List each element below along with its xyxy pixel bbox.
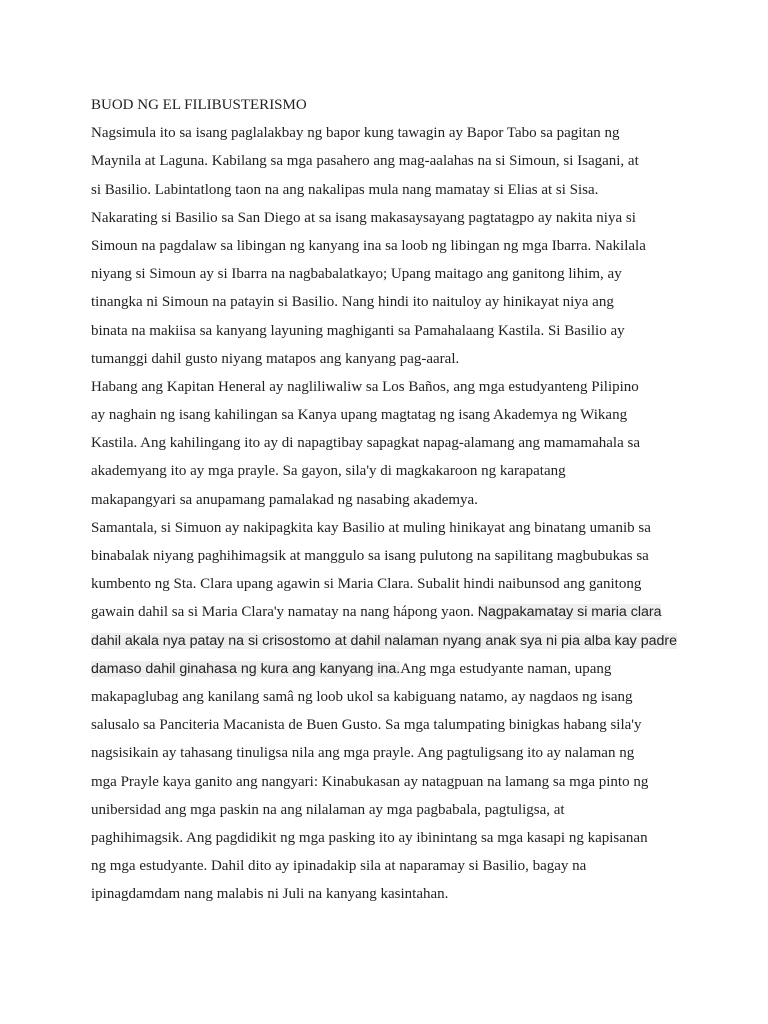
text-line: Samantala, si Simuon ay nakipagkita kay Basilio at muling hinikayat ang binatang umanib sa	[91, 519, 651, 536]
text-line: kumbento ng Sta. Clara upang agawin si Maria Clara. Subalit hindi naibunsod ang ganitong	[91, 576, 642, 593]
text-line: niyang si Simoun ay si Ibarra na nagbabalatkayo; Upang maitago ang ganitong lihim, ay	[91, 266, 622, 283]
text-line: ng mga estudyante. Dahil dito ay ipinadakip sila at naparamay si Basilio, bagay na	[91, 858, 587, 875]
text-line: Habang ang Kapitan Heneral ay nagliliwaliw sa Los Baños, ang mga estudyanteng Pilipino	[91, 378, 639, 395]
text-line: ay naghain ng isang kahilingan sa Kanya upang magtatag ng isang Akademya ng Wikang	[91, 407, 628, 424]
text-line: Nagsimula ito sa isang paglalakbay ng bapor kung tawagin ay Bapor Tabo sa pagitan ng	[91, 125, 620, 142]
text-line: akademyang ito ay mga prayle. Sa gayon, sila'y di magkakaroon ng karapatang	[91, 463, 566, 480]
text-line: tinangka ni Simoun na patayin si Basilio. Nang hindi ito naituloy ay hinikayat niya ang	[91, 294, 614, 311]
text-segment: Ang mga estudyante naman, upang	[400, 660, 612, 677]
document-body	[91, 91, 691, 908]
text-line-mixed	[91, 598, 691, 626]
text-line: mga Prayle kaya ganito ang nangyari: Kinabukasan ay natagpuan na lamang sa mga pinto ng	[91, 773, 649, 790]
text-line: Kastila. Ang kahilingang ito ay di napagtibay sapagkat napag-alamang ang mamamahala sa	[91, 435, 640, 452]
text-line: ipinagdamdam nang malabis ni Juli na kanyang kasintahan.	[91, 886, 449, 903]
text-line: unibersidad ang mga paskin na ang nilalaman ay mga pagbabala, pagtuligsa, at	[91, 801, 565, 818]
text-line: binabalak niyang paghihimagsik at manggulo sa isang pulutong na sapilitang magbubukas sa	[91, 548, 649, 564]
text-line: makapaglubag ang kanilang samâ ng loob ukol sa kabiguang natamo, ay nagdaos ng isang	[91, 688, 633, 705]
text-line: binata na makiisa sa kanyang layuning maghiganti sa Pamahalaang Kastila. Si Basilio ay	[91, 322, 625, 339]
text-line-mixed	[91, 655, 691, 683]
highlighted-text: Nagpakamatay si maria clara	[477, 604, 662, 621]
text-line: Maynila at Laguna. Kabilang sa mga pasahero ang mag-aalahas na si Simoun, si Isagani, at	[91, 153, 639, 170]
text-line: paghihimagsik. Ang pagdidikit ng mga pasking ito ay ibinintang sa mga kasapi ng kapisanan	[91, 829, 648, 846]
text-segment: gawain dahil sa si Maria Clara'y namatay na nang hápong yaon.	[91, 604, 478, 621]
text-line: Simoun na pagdalaw sa libingan ng kanyang ina sa loob ng libingan ng mga Ibarra. Nakilala	[91, 237, 646, 254]
text-line: makapangyari sa anupamang pamalakad ng nasabing akademya.	[91, 491, 478, 508]
text-line: salusalo sa Panciteria Macanista de Buen Gusto. Sa mga talumpating binigkas habang sila'y	[91, 717, 642, 734]
text-line: Nakarating si Basilio sa San Diego at sa isang makasaysayang pagtatagpo ay nakita niya si	[91, 209, 636, 226]
highlighted-text: damaso dahil ginahasa ng kura ang kanyang ina.	[91, 660, 401, 677]
text-line: si Basilio. Labintatlong taon na ang nakalipas mula nang mamatay si Elias at si Sisa.	[91, 181, 599, 198]
document-title: BUOD NG EL FILIBUSTERISMO	[91, 97, 307, 113]
text-line-highlighted	[91, 627, 691, 655]
highlighted-text: dahil akala nya patay na si crisostomo at dahil nalaman nyang anak sya ni pia alba kay padre	[91, 632, 677, 649]
text-line: nagsisikain ay tahasang tinuligsa nila ang mga prayle. Ang pagtuligsang ito ay nalaman ng	[91, 745, 635, 762]
text-line: tumanggi dahil gusto niyang matapos ang kanyang pag-aaral.	[91, 350, 460, 367]
